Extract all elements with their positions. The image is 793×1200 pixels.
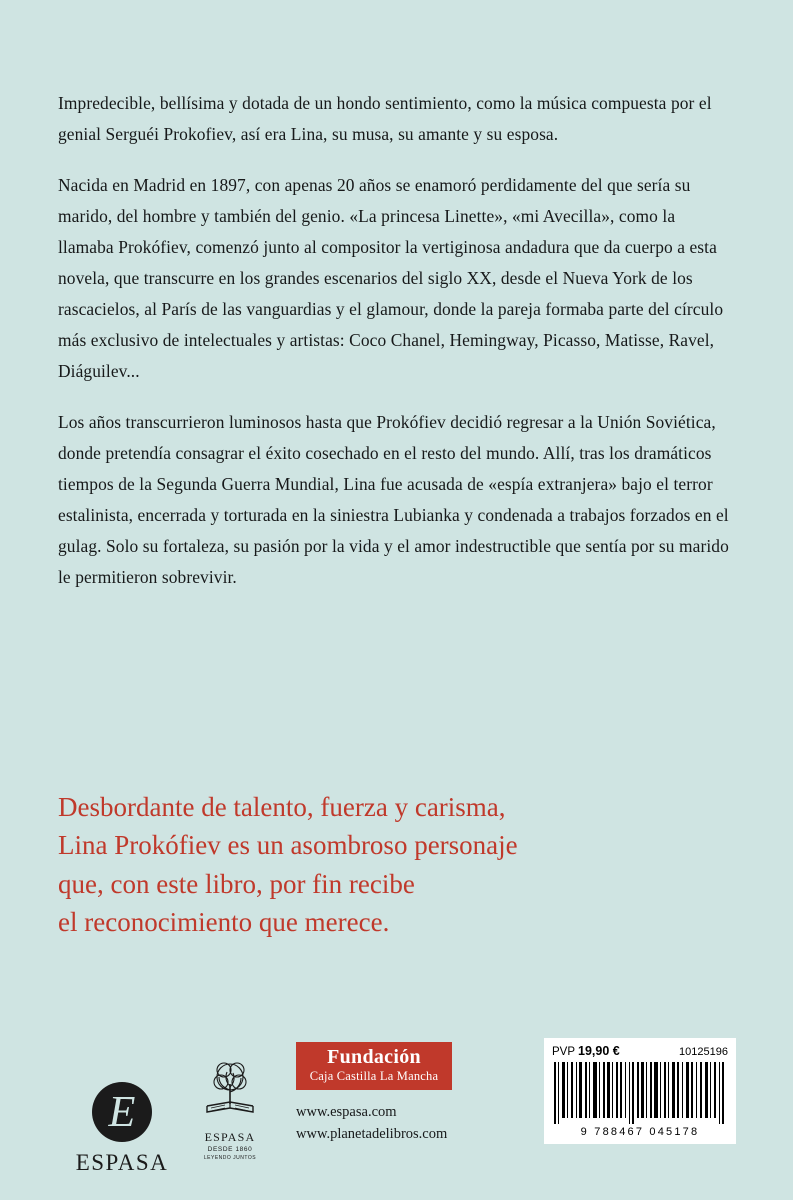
url-planetadelibros[interactable]: www.planetadelibros.com xyxy=(296,1125,448,1142)
blurb-paragraph-1: Impredecible, bellísima y dotada de un hondo sentimiento, como la música compuesta por el genial Serguéi Prokofiev, así era Lina, su musa, su amante y su esposa. xyxy=(58,93,712,144)
espasa-logo xyxy=(62,1082,182,1176)
tree-book-icon xyxy=(191,1050,269,1128)
pitch-text xyxy=(58,788,748,941)
isbn-digits: 9 788467 045178 xyxy=(580,1126,700,1138)
footer xyxy=(0,1020,793,1200)
blurb-paragraph-3: Los años transcurrieron luminosos hasta que Prokófiev decidió regresar a la Unión Soviética, donde pretendía consagrar el éxito cosechado en el resto del mundo. Allí, tras los dramáticos tiempos de la Segunda Guerra Mundial, Lina fue acusada de «espía extranjera» bajo el terror estalinista, encerrada y torturada en la siniestra Lubianka y condenada a trabajos forzados en el gulag. Solo su fortaleza, su pasión por la vida y el amor indestructible que sentía por su marido le permitieron sobrevivir. xyxy=(58,411,729,587)
espasa-wordmark: ESPASA xyxy=(75,1150,169,1175)
pitch-line-1: Desbordante de talento, fuerza y carisma, xyxy=(58,792,506,822)
barcode-block xyxy=(544,1038,736,1144)
pitch-line-4: el reconocimiento que merece. xyxy=(58,906,390,937)
blurb-text xyxy=(58,88,734,593)
espasa-seal-logo xyxy=(185,1050,275,1161)
fundacion-logo xyxy=(296,1042,452,1090)
price-label-group xyxy=(552,1044,620,1058)
espasa-circle-icon xyxy=(92,1082,152,1142)
espasa-letter-e: E xyxy=(108,1087,136,1136)
price-value: 19,90 € xyxy=(578,1044,620,1058)
website-urls xyxy=(296,1102,447,1146)
url-espasa[interactable]: www.espasa.com xyxy=(296,1104,397,1120)
barcode-header xyxy=(552,1044,728,1058)
fundacion-line-1: Fundación xyxy=(327,1046,421,1068)
price-label: PVP xyxy=(552,1046,575,1058)
internal-code: 10125196 xyxy=(679,1046,728,1058)
barcode-bars xyxy=(552,1062,728,1124)
espasa-seal-name: ESPASA xyxy=(204,1130,256,1144)
pitch-line-2: Lina Prokófiev es un asombroso personaje xyxy=(58,830,518,861)
fundacion-line-2: Caja Castilla La Mancha xyxy=(309,1069,439,1083)
espasa-seal-tagline: LEYENDO JUNTOS xyxy=(203,1155,257,1161)
espasa-seal-since: DESDE 1860 xyxy=(207,1146,253,1153)
blurb-paragraph-2: Nacida en Madrid en 1897, con apenas 20 años se enamoró perdidamente del que sería su marido, del hombre y también del genio. «La princesa Linette», «mi Avecilla», como la llamaba Prokófiev, comenzó junto al compositor la vertiginosa andadura que da cuerpo a esta novela, que transcurre en los grandes escenarios del siglo XX, desde el Nueva York de los rascacielos, al París de las vanguardias y el glamour, donde la pareja formaba parte del círculo más exclusivo de intelectuales y artistas: Coco Chanel, Hemingway, Picasso, Matisse, Ravel, Diáguilev... xyxy=(58,174,724,381)
pitch-line-3: que, con este libro, por fin recibe xyxy=(58,868,415,899)
